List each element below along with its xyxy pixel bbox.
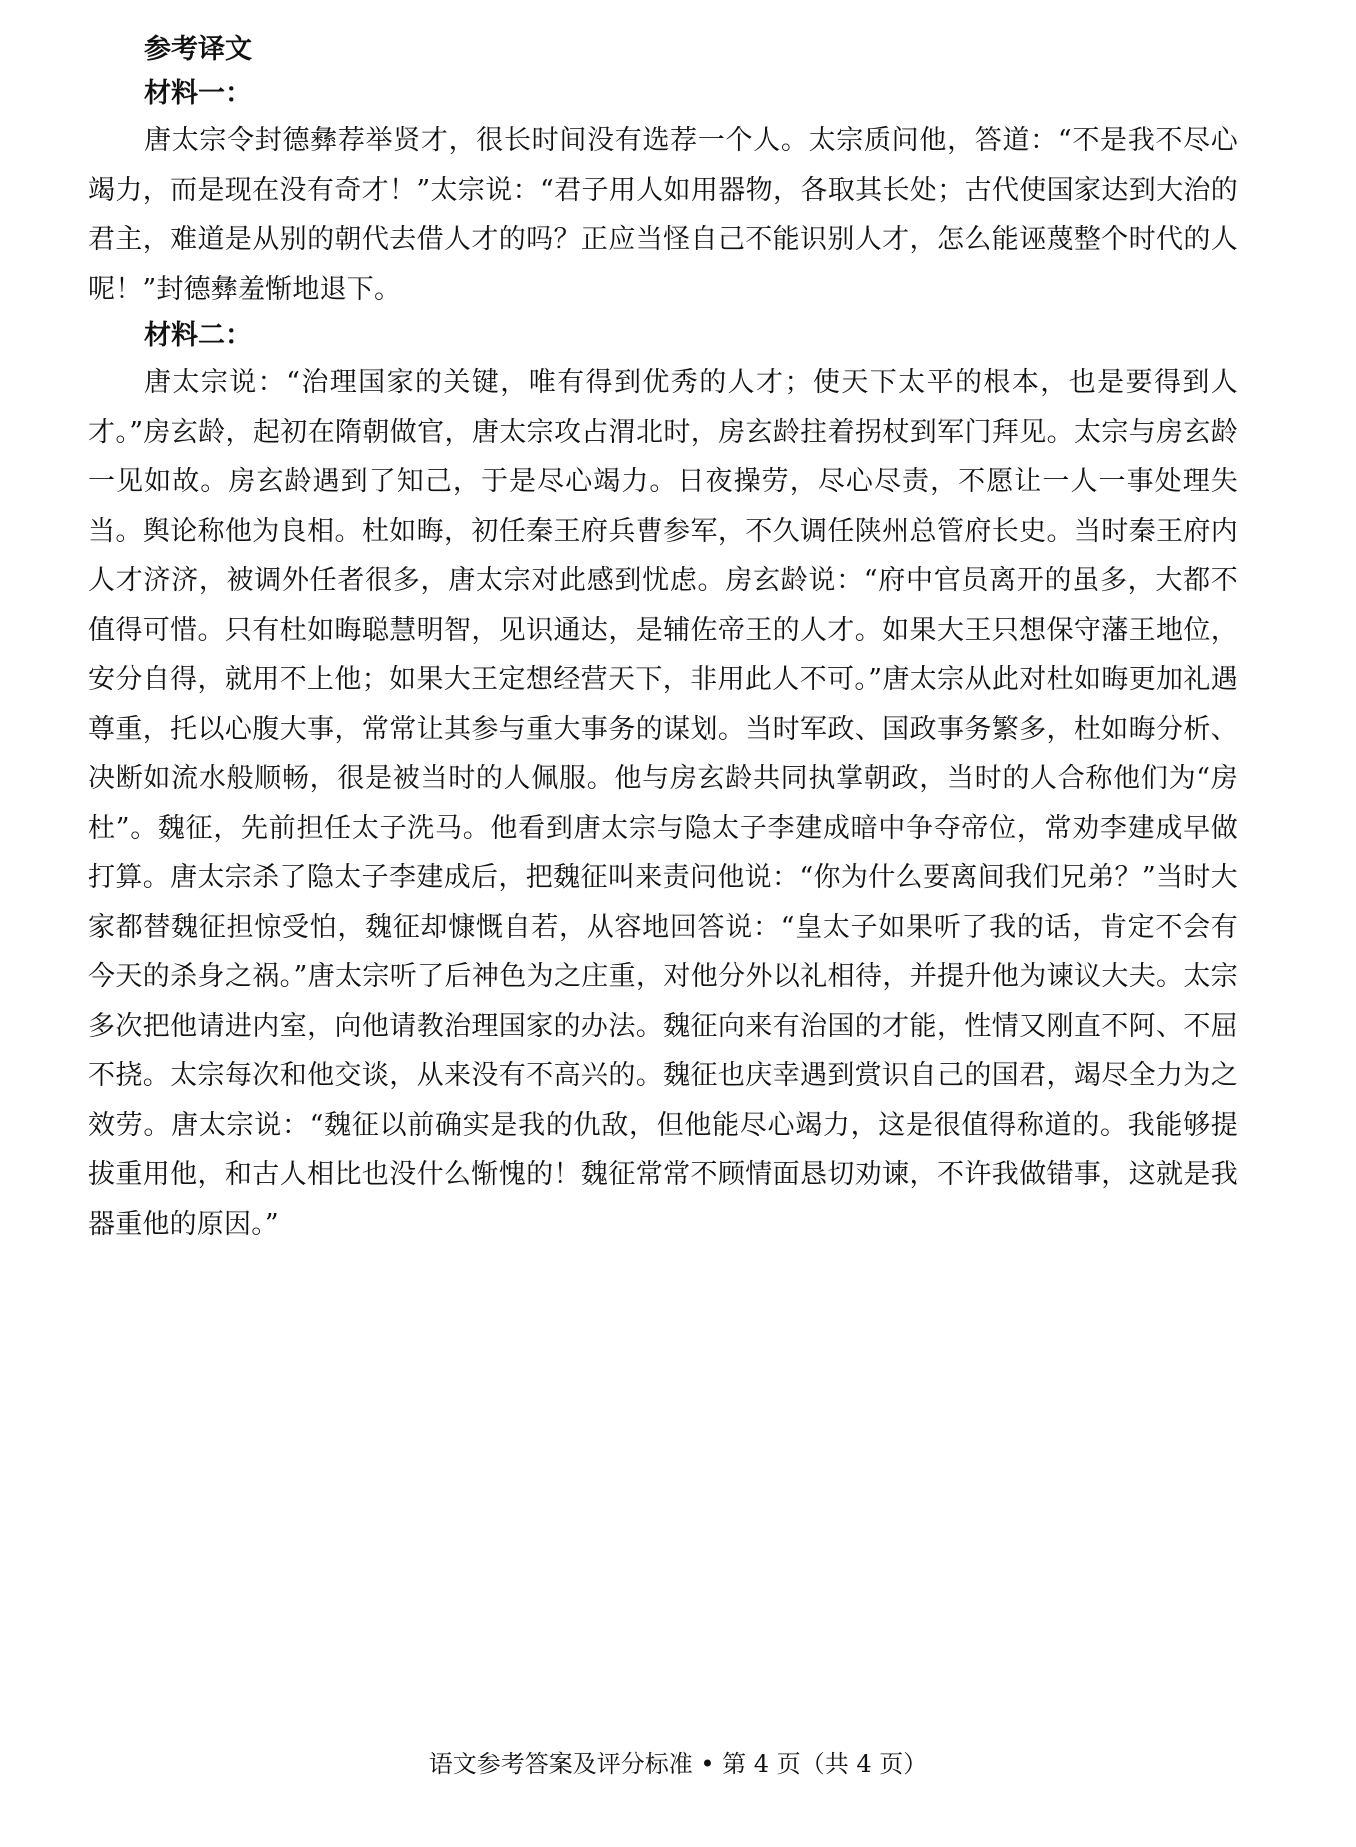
section-material-one	[88, 72, 1238, 314]
section-material-two	[88, 314, 1238, 1249]
document-page	[88, 28, 1238, 1249]
section-heading: 材料二：	[144, 320, 252, 351]
document-title: 参考译文	[144, 34, 252, 65]
section-paragraph: 唐太宗说：“治理国家的关键，唯有得到优秀的人才；使天下太平的根本，也是要得到人才。”房玄龄，起初在隋朝做官，唐太宗攻占渭北时，房玄龄拄着拐杖到军门拜见。太宗与房玄龄一见如故。房玄龄遇到了知己，于是尽心竭力。日夜操劳，尽心尽责，不愿让一人一事处理失当。舆论称他为良相。杜如晦，初任秦王府兵曹参军，不久调任陕州总管府长史。当时秦王府内人才济济，被调外任者很多，唐太宗对此感到忧虑。房玄龄说：“府中官员离开的虽多，大都不值得可惜。只有杜如晦聪慧明智，见识通达，是辅佐帝王的人才。如果大王只想保守藩王地位，安分自得，就用不上他；如果大王定想经营天下，非用此人不可。”唐太宗从此对杜如晦更加礼遇尊重，托以心腹大事，常常让其参与重大事务的谋划。当时军政、国政事务繁多，杜如晦分析、决断如流水般顺畅，很是被当时的人佩服。他与房玄龄共同执掌朝政，当时的人合称他们为“房杜”。魏征，先前担任太子洗马。他看到唐太宗与隐太子李建成暗中争夺帝位，常劝李建成早做打算。唐太宗杀了隐太子李建成后，把魏征叫来责问他说：“你为什么要离间我们兄弟？”当时大家都替魏征担惊受怕，魏征却慷慨自若，从容地回答说：“皇太子如果听了我的话，肯定不会有今天的杀身之祸。”唐太宗听了后神色为之庄重，对他分外以礼相待，并提升他为谏议大夫。太宗多次把他请进内室，向他请教治理国家的办法。魏征向来有治国的才能，性情又刚直不阿、不屈不挠。太宗每次和他交谈，从来没有不高兴的。魏征也庆幸遇到赏识自己的国君，竭尽全力为之效劳。唐太宗说：“魏征以前确实是我的仇敌，但他能尽心竭力，这是很值得称道的。我能够提拔重用他，和古人相比也没什么惭愧的！魏征常常不顾情面恳切劝谏，不许我做错事，这就是我器重他的原因。”	[88, 367, 1238, 1240]
section-heading: 材料一：	[144, 78, 252, 109]
section-paragraph: 唐太宗令封德彝荐举贤才，很长时间没有选荐一个人。太宗质问他，答道：“不是我不尽心竭力，而是现在没有奇才！”太宗说：“君子用人如用器物，各取其长处；古代使国家达到大治的君主，难道是从别的朝代去借人才的吗？正应当怪自己不能识别人才，怎么能诬蔑整个时代的人呢！”封德彝羞惭地退下。	[88, 125, 1238, 305]
page-footer: 语文参考答案及评分标准 • 第 4 页（共 4 页）	[428, 1750, 928, 1778]
